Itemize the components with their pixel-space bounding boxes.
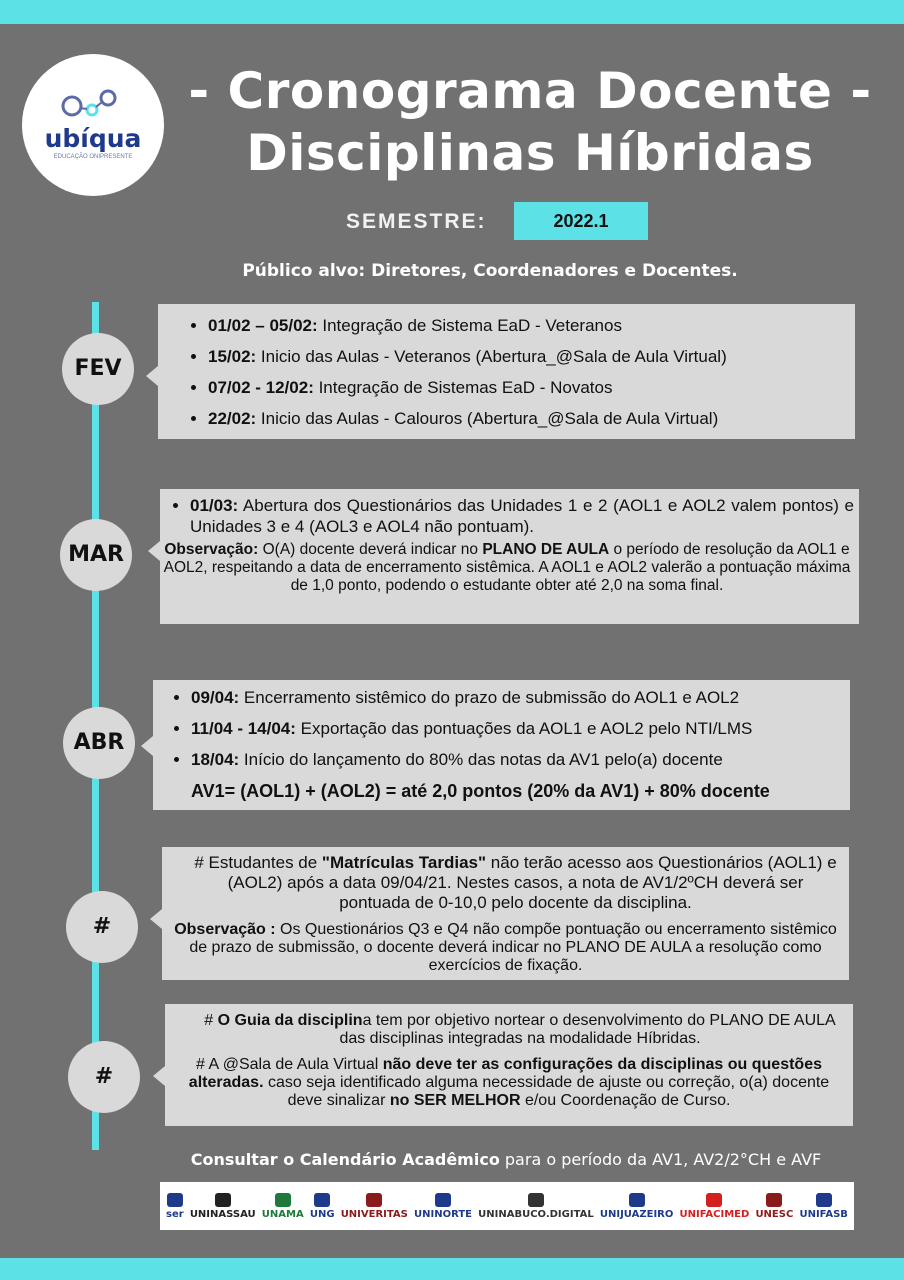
item-text: Abertura dos Questionários das Unidades 1 e 2 (AOL1 e AOL2 valem pontos) e Unidades 3 e 4 (AOL3 e AOL4 não pontuam). [190, 496, 854, 536]
sala-virtual-paragraph [165, 1056, 853, 1110]
partner-logo [799, 1193, 847, 1220]
list-item [190, 495, 854, 537]
av1-formula: AV1= (AOL1) + (AOL2) = até 2,0 pontos (20% da AV1) + 80% docente [191, 781, 770, 801]
title-line-1: - Cronograma Docente - [188, 62, 872, 120]
partner-logo-name: UNINASSAU [189, 1208, 256, 1220]
partner-logo [341, 1193, 408, 1220]
ubiqua-logo [22, 54, 164, 196]
list-item [208, 372, 855, 403]
obs-text: o período de resolução da AOL1 e AOL2, respeitando a data de encerramento sistêmica. A AOL1 e AOL2 valerão a pontuação máxima de 1,0 ponto, podendo o estudante obter até 2,0 na soma final. [163, 541, 851, 594]
para-text: a tem por objetivo nortear o desenvolvimento do PLANO DE AULA das disciplinas integradas na modalidade Híbridas. [339, 1012, 836, 1047]
para-bold: "Matrículas Tardias" [321, 853, 487, 872]
obs-text: Os Questionários Q3 e Q4 não compõe pontuação ou encerramento sistêmico de prazo de submissão, o docente deverá indicar no PLANO DE AULA a resolução como exercícios de fixação. [189, 921, 837, 974]
partner-logo [680, 1193, 750, 1220]
para-text: # A @Sala de Aula Virtual [196, 1056, 383, 1073]
month-circle-abr: ABR [63, 707, 135, 779]
list-item [208, 310, 855, 341]
guia-disciplina-box [165, 1004, 853, 1126]
title-line-2: Disciplinas Híbridas [246, 124, 814, 182]
bottom-accent-bar [0, 1258, 904, 1280]
partner-logo-mark-icon [435, 1193, 451, 1207]
abr-box [153, 680, 850, 810]
partner-logo-name: UNINORTE [414, 1208, 472, 1220]
fev-box [158, 304, 855, 439]
partner-logo-name: UNIFASB [799, 1208, 848, 1220]
para-text: e/ou Coordenação de Curso. [520, 1092, 731, 1109]
item-text: Exportação das pontuações da AOL1 e AOL2 pelo NTI/LMS [295, 719, 753, 738]
item-date: 11/04 - 14/04: [191, 719, 296, 738]
para-bold: O Guia da disciplin [217, 1012, 363, 1029]
para-text: caso seja identificado alguma necessidade de ajuste ou correção, o(a) docente deve sinalizar [263, 1074, 830, 1109]
partner-logo-name: UNAMA [261, 1208, 304, 1220]
item-date: 22/02: [208, 409, 257, 428]
month-circle-mar: MAR [60, 519, 132, 591]
partner-logo [166, 1193, 184, 1220]
partner-logos-strip [160, 1182, 854, 1230]
item-date: 18/04: [191, 750, 240, 769]
item-date: 15/02: [208, 347, 257, 366]
partner-logo-name: UNESC [755, 1208, 794, 1220]
logo-wordmark: ubíqua [44, 124, 142, 153]
para-text: # Estudantes de [194, 853, 322, 872]
partner-logo-mark-icon [816, 1193, 832, 1207]
para-text: não terão acesso aos Questionários (AOL1) e (AOL2) após a data 09/04/21. Nestes casos, a nota de AV1/2ºCH deverá ser pontuada de 0-10,0 pelo docente da disciplina. [227, 853, 837, 912]
partner-logo-mark-icon [766, 1193, 782, 1207]
item-text: Inicio das Aulas - Calouros (Abertura_@Sala de Aula Virtual) [256, 409, 719, 428]
item-date: 09/04: [191, 688, 240, 707]
partner-logo-name: UNIJUAZEIRO [599, 1208, 674, 1220]
item-text: Encerramento sistêmico do prazo de submissão do AOL1 e AOL2 [239, 688, 740, 707]
partner-logo-name: UNIFACIMED [679, 1208, 750, 1220]
partner-logo [310, 1193, 335, 1220]
list-item [208, 403, 855, 434]
item-text: Integração de Sistemas EaD - Novatos [313, 378, 613, 397]
para-text: # [204, 1012, 218, 1029]
semestre-label: SEMESTRE: [346, 210, 487, 233]
obs-text: O(A) docente deverá indicar no [258, 541, 483, 558]
obs-bold: PLANO DE AULA [482, 541, 610, 558]
mar-observacao [160, 541, 854, 595]
partner-logo-mark-icon [366, 1193, 382, 1207]
partner-logo-mark-icon [629, 1193, 645, 1207]
top-accent-bar [0, 0, 904, 24]
logo-tagline: EDUCAÇÃO ONIPRESENTE [53, 154, 133, 160]
partner-logo-mark-icon [215, 1193, 231, 1207]
partner-logo [414, 1193, 472, 1220]
list-item [208, 341, 855, 372]
partner-logo-mark-icon [167, 1193, 183, 1207]
consultar-calendario [150, 1150, 862, 1169]
item-text: Início do lançamento do 80% das notas da AV1 pelo(a) docente [239, 750, 723, 769]
list-item [191, 682, 850, 713]
consultar-bold: Consultar o Calendário Acadêmico [190, 1150, 500, 1169]
partner-logo-mark-icon [275, 1193, 291, 1207]
item-date: 01/02 – 05/02: [208, 316, 318, 335]
partner-logo [190, 1193, 256, 1220]
partner-logo-name: UNINABUCO.DIGITAL [478, 1208, 594, 1220]
matriculas-paragraph [162, 853, 849, 913]
list-item [191, 713, 850, 744]
partner-logo-name: ser [166, 1208, 184, 1220]
consultar-text: para o período da AV1, AV2/2°CH e AVF [499, 1150, 822, 1169]
matriculas-observacao [162, 921, 849, 975]
semestre-value: 2022.1 [514, 202, 648, 240]
month-circle-fev: FEV [62, 333, 134, 405]
hash-circle-2: # [68, 1041, 140, 1113]
partner-logo [755, 1193, 793, 1220]
partner-logo [600, 1193, 674, 1220]
item-date: 01/03: [190, 496, 239, 515]
partner-logo-name: UNIVERITAS [340, 1208, 408, 1220]
para-bold: não deve ter as configurações da disciplinas ou questões alteradas. [188, 1056, 822, 1091]
hash-circle-1: # [66, 891, 138, 963]
mar-box [160, 489, 859, 624]
list-item [191, 744, 850, 775]
guia-paragraph [165, 1012, 853, 1048]
partner-logo [478, 1193, 594, 1220]
partner-logo-name: UNG [309, 1208, 335, 1220]
obs-label: Observação: [164, 541, 259, 558]
matriculas-tardias-box [162, 847, 849, 980]
partner-logo-mark-icon [528, 1193, 544, 1207]
para-bold: no SER MELHOR [389, 1092, 521, 1109]
partner-logo-mark-icon [314, 1193, 330, 1207]
ubiqua-molecule-icon [58, 88, 128, 124]
partner-logo [262, 1193, 304, 1220]
item-text: Inicio das Aulas - Veteranos (Abertura_@Sala de Aula Virtual) [256, 347, 727, 366]
obs-label: Observação : [174, 921, 276, 938]
item-text: Integração de Sistema EaD - Veteranos [317, 316, 622, 335]
item-date: 07/02 - 12/02: [208, 378, 314, 397]
partner-logo-mark-icon [706, 1193, 722, 1207]
publico-alvo: Público alvo: Diretores, Coordenadores e Docentes. [242, 261, 738, 281]
page-title [160, 60, 900, 184]
